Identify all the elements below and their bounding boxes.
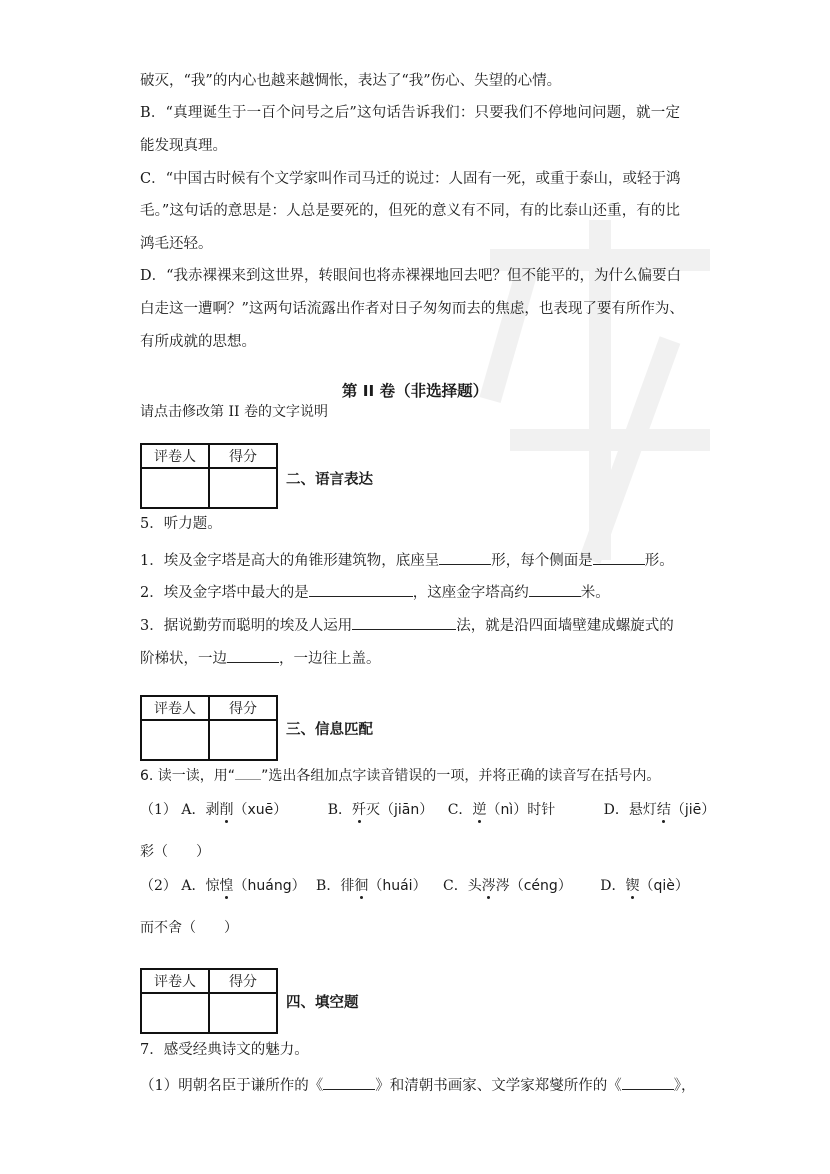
- q5-item-1: [140, 550, 674, 571]
- text: （: [670, 802, 685, 818]
- text: （: [486, 802, 501, 818]
- group-label: （1）: [140, 802, 177, 818]
- dotted-char: 徊: [354, 878, 369, 894]
- answer-blank[interactable]: [227, 648, 279, 663]
- text: ）: [412, 878, 427, 894]
- text: D．悬灯: [603, 802, 657, 818]
- text: 》和清朝书画家、文学家郑燮所作的《: [375, 1078, 622, 1094]
- dotted-char: 逆: [472, 802, 487, 818]
- text: 阶梯状，一边: [140, 651, 227, 667]
- q5-item-3-cont: [140, 648, 381, 669]
- pinyin: céng: [523, 878, 558, 894]
- grader-cell[interactable]: [141, 720, 209, 760]
- score-box: [140, 968, 278, 1034]
- score-cell[interactable]: [209, 993, 277, 1033]
- text: D．: [600, 878, 626, 894]
- pinyin: jiān: [394, 802, 420, 818]
- q7-item-1: [140, 1075, 695, 1096]
- score-cell[interactable]: [209, 468, 277, 508]
- text: 法，就是沿四面墙壁建成螺旋式的: [456, 618, 674, 634]
- pinyin: qiè: [653, 878, 675, 894]
- option-c: [448, 802, 555, 818]
- text: ）: [557, 878, 572, 894]
- option-b-line: B．“真理诞生于一百个问号之后”这句话告诉我们：只要我们不停地问问题，就一定: [140, 105, 680, 121]
- group-label: （2）: [140, 878, 177, 894]
- score-header: 得分: [209, 444, 277, 468]
- text: C．头: [443, 878, 482, 894]
- dotted-char: 锲: [625, 878, 640, 894]
- dotted-char: 歼: [352, 802, 367, 818]
- text: ）: [419, 802, 434, 818]
- text-line: 有所成就的思想。: [140, 334, 256, 350]
- text: C．: [447, 802, 473, 818]
- pinyin: nì: [500, 802, 514, 818]
- text: 》，: [673, 1078, 696, 1094]
- mark-blank: [235, 765, 261, 780]
- answer-blank[interactable]: [593, 550, 645, 565]
- option-d: [600, 878, 689, 894]
- text-line: 能发现真理。: [140, 138, 227, 154]
- section-heading: 四、填空题: [286, 995, 359, 1011]
- question-6-stem: [140, 765, 660, 786]
- text: ）: [273, 802, 288, 818]
- text-line: 破灭，“我”的内心也越来越惆怅，表达了“我”伤心、失望的心情。: [140, 73, 562, 89]
- pinyin: huáng: [247, 878, 292, 894]
- text: ，一边往上盖。: [279, 651, 381, 667]
- q5-item-2: [140, 582, 610, 603]
- option-c: [443, 878, 572, 894]
- text: B．徘: [316, 878, 355, 894]
- answer-blank[interactable]: [529, 582, 581, 597]
- question-7-stem: 7．感受经典诗文的魅力。: [140, 1042, 309, 1058]
- text: 6. 读一读，用“: [140, 768, 236, 784]
- score-box: [140, 443, 278, 509]
- pinyin: xuē: [247, 802, 274, 818]
- text: （: [639, 878, 654, 894]
- grader-header: 评卷人: [141, 696, 209, 720]
- text: A．剥: [181, 802, 220, 818]
- option-b: [328, 802, 434, 818]
- text: B．: [327, 802, 353, 818]
- text: （: [368, 878, 383, 894]
- q6-group-1: [140, 800, 715, 820]
- score-box: [140, 695, 278, 761]
- text: 2．埃及金字塔中最大的是: [140, 585, 309, 601]
- text: ）: [674, 878, 689, 894]
- text: ）: [291, 878, 306, 894]
- option-a: [181, 878, 305, 894]
- text: （: [233, 802, 248, 818]
- q6-group-2: [140, 876, 689, 896]
- score-header: 得分: [209, 696, 277, 720]
- grader-header: 评卷人: [141, 969, 209, 993]
- score-header: 得分: [209, 969, 277, 993]
- text: ，这座金字塔高约: [412, 585, 529, 601]
- question-5-stem: 5．听力题。: [140, 516, 222, 532]
- text: 涔（: [495, 878, 524, 894]
- answer-blank[interactable]: [439, 550, 491, 565]
- text: 灭（: [366, 802, 395, 818]
- dotted-char: 涔: [481, 878, 496, 894]
- option-a: [181, 802, 287, 818]
- answer-blank[interactable]: [323, 1075, 375, 1090]
- answer-blank[interactable]: [309, 582, 413, 597]
- pinyin: jiē: [684, 802, 702, 818]
- text-line: 毛。”这句话的意思是：人总是要死的，但死的意义有不同，有的比泰山还重，有的比: [140, 203, 680, 219]
- text: （1）明朝名臣于谦所作的《: [140, 1078, 324, 1094]
- q5-item-3: [140, 615, 674, 636]
- text: ）时针: [513, 802, 556, 818]
- answer-blank[interactable]: [622, 1075, 674, 1090]
- text: 米。: [580, 585, 610, 601]
- grader-cell[interactable]: [141, 993, 209, 1033]
- text: 形，每个侧面是: [491, 553, 593, 569]
- text-line: 白走这一遭啊？”这两句话流露出作者对日子匆匆而去的焦虑，也表现了要有所作为、: [140, 301, 684, 317]
- text: A．惊: [181, 878, 220, 894]
- text: 形。: [644, 553, 674, 569]
- option-d: [604, 802, 716, 818]
- pinyin: huái: [382, 878, 413, 894]
- text: （: [233, 878, 248, 894]
- q6-group-1-cont: 彩（ ）: [140, 844, 210, 860]
- q6-group-2-cont: 而不舍（ ）: [140, 920, 238, 936]
- option-c-line: C．“中国古时候有个文学家叫作司马迁的说过：人固有一死，或重于泰山，或轻于鸿: [140, 171, 681, 187]
- grader-header: 评卷人: [141, 444, 209, 468]
- section-heading: 三、信息匹配: [286, 722, 373, 738]
- section-heading: 二、语言表达: [286, 472, 373, 488]
- text-line: 鸿毛还轻。: [140, 236, 213, 252]
- grader-cell[interactable]: [141, 468, 209, 508]
- dotted-char: 削: [219, 802, 234, 818]
- dotted-char: 结: [656, 802, 671, 818]
- text: 3．据说勤劳而聪明的埃及人运用: [140, 618, 353, 634]
- volume-title: 第 II 卷（非选择题）: [341, 382, 489, 400]
- option-d-line: D．“我赤裸裸来到这世界，转眼间也将赤裸裸地回去吧？但不能平的，为什么偏要白: [140, 268, 682, 284]
- text: ）: [701, 802, 716, 818]
- dotted-char: 惶: [219, 878, 234, 894]
- answer-blank[interactable]: [352, 615, 456, 630]
- score-cell[interactable]: [209, 720, 277, 760]
- text: 1．埃及金字塔是高大的角锥形建筑物，底座呈: [140, 553, 440, 569]
- option-b: [316, 878, 427, 894]
- volume-note[interactable]: 请点击修改第 II 卷的文字说明: [140, 404, 328, 420]
- text: ”选出各组加点字读音错误的一项，并将正确的读音写在括号内。: [261, 768, 661, 784]
